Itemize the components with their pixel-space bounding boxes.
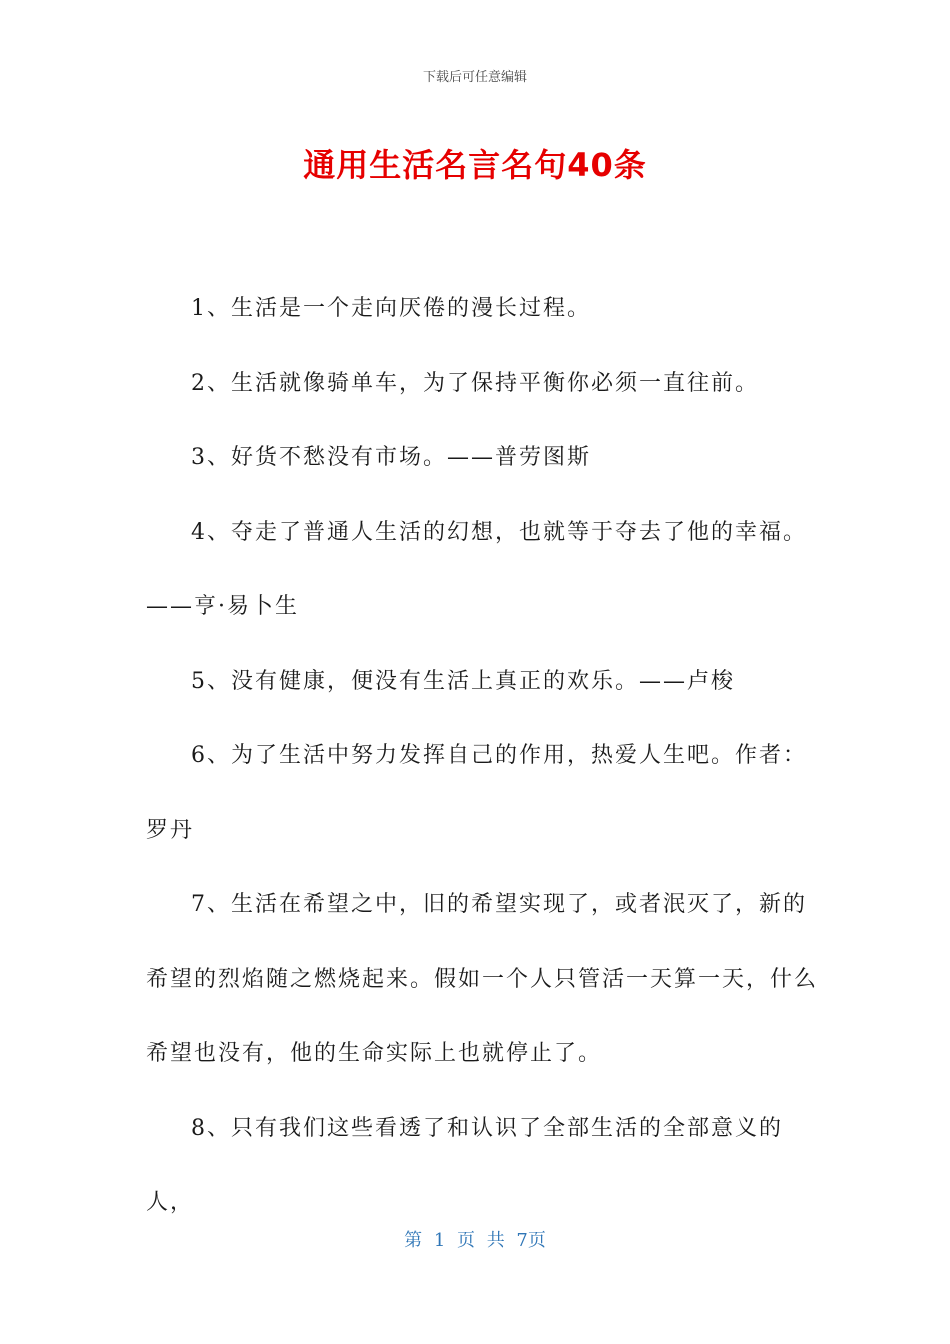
paragraph-6: 6、为了生活中努力发挥自己的作用，热爱人生吧。作者：罗丹 [146, 743, 807, 843]
document-title: 通用生活名言名句40条 [303, 146, 647, 184]
paragraph-2: 2、生活就像骑单车，为了保持平衡你必须一直往前。 [191, 370, 759, 396]
paragraph-1: 1、生活是一个走向厌倦的漫长过程。 [191, 296, 591, 321]
paragraph-8: 8、只有我们这些看透了和认识了全部生活的全部意义的人， [146, 1115, 783, 1215]
document-body [146, 272, 826, 1241]
paragraph-4: 4、夺走了普通人生活的幻想，也就等于夺去了他的幸福。——亨·易卜生 [146, 519, 807, 619]
paragraph-7: 7、生活在希望之中，旧的希望实现了，或者泯灭了，新的希望的烈焰随之燃烧起来。假如一个人只管活一天算一天，什么希望也没有，他的生命实际上也就停止了。 [146, 892, 819, 1066]
page-header-note: 下载后可任意编辑 [422, 70, 527, 85]
page-number-footer: 第 1 页 共 7页 [404, 1230, 546, 1251]
paragraph-5: 5、没有健康，便没有生活上真正的欢乐。——卢梭 [191, 668, 735, 694]
paragraph-3: 3、好货不愁没有市场。——普劳图斯 [191, 445, 591, 470]
